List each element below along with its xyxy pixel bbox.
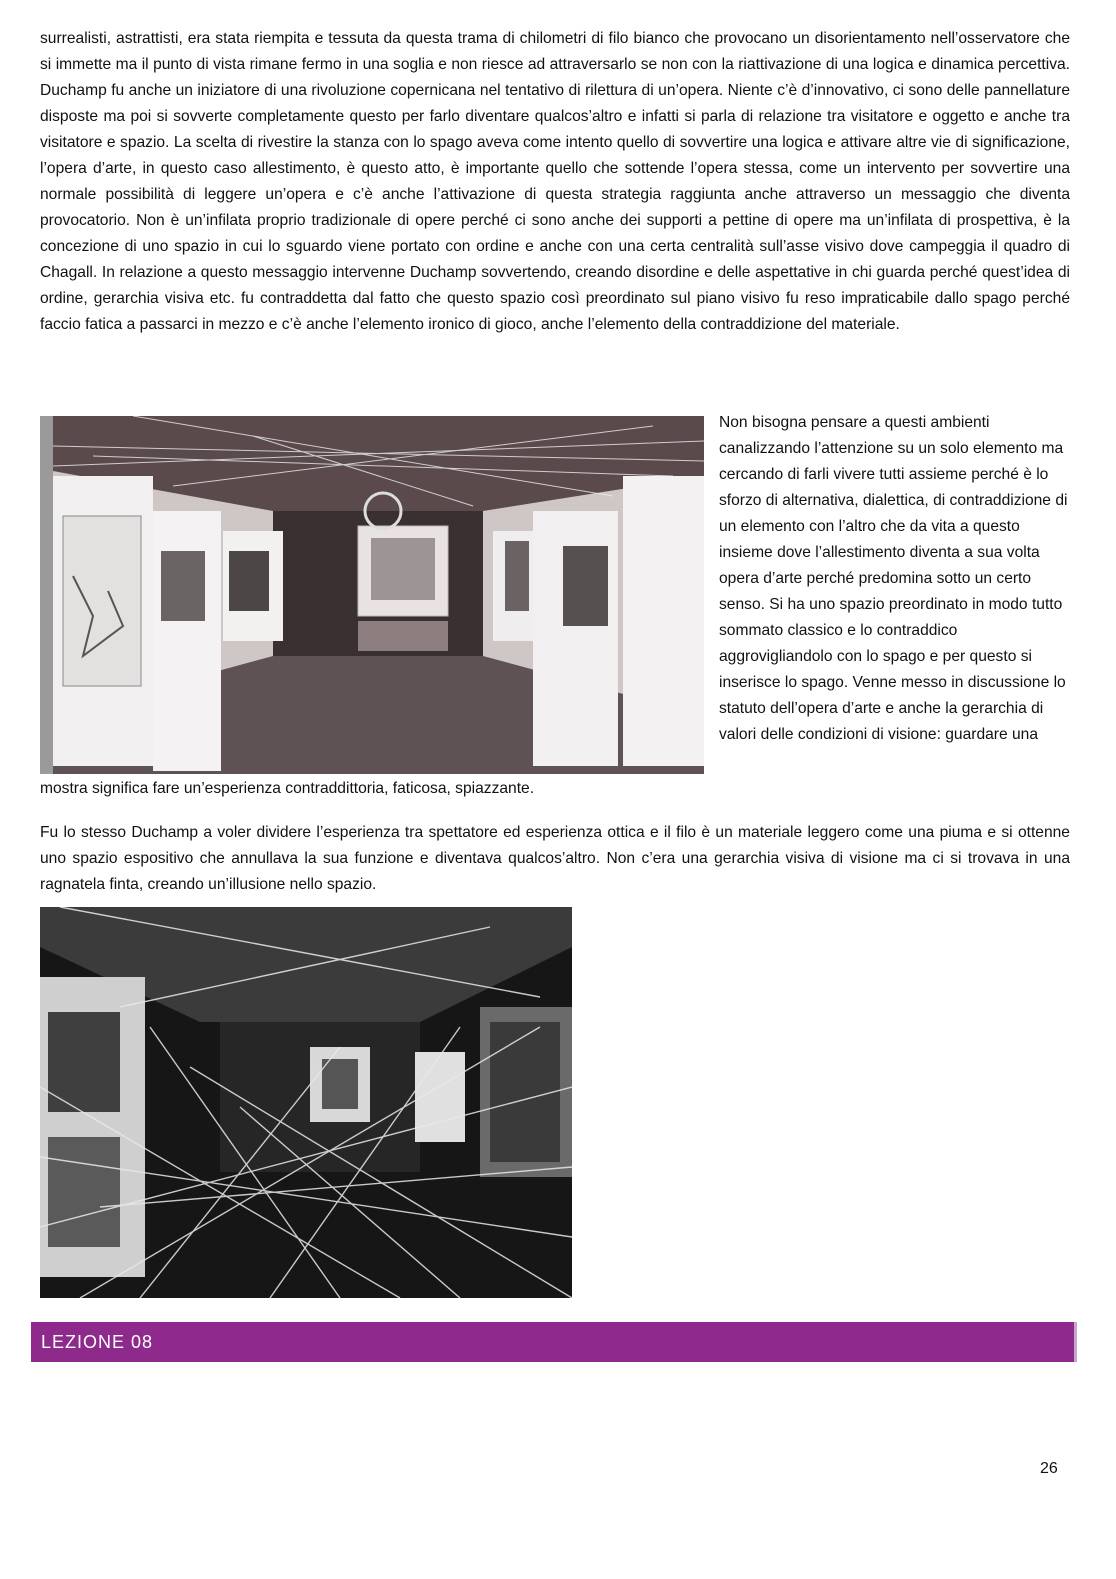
- body-paragraph-1: surrealisti, astrattisti, era stata riempita e tessuta da questa trama di chilometri di filo bianco che provocano un disorientamento nell’osservatore che si immette ma il punto di vista rimane fermo in una soglia e non riesce ad attraversarlo se non con la riattivazione di una logica e dinamica percettiva. Duchamp fu anche un iniziatore di una rivoluzione copernicana nel tentativo di rilettura di un’opera. Niente c’è d’innovativo, ci sono delle pannellature disposte ma poi si sovverte completamente questo per farlo diventare qualcos’altro e infatti si parla di relazione tra visitatore e oggetto e anche tra visitatore e spazio. La scelta di rivestire la stanza con lo spago aveva come intento quello di sovvertire una logica e attivare altre vie di significazione, l’opera d’arte, in questo caso allestimento, è questo atto, è importante quello che sottende l’opera stessa, come un intervento per sovvertire una normale possibilità di leggere un’opera e c’è anche l’attivazione di questa strategia raggiunta anche attraverso un messaggio che diventa provocatorio. Non è un’infilata proprio tradizionale di opere perché ci sono anche dei supporti a pettine di opere ma un’infilata di prospettiva, è la concezione di uno spazio in cui lo sguardo viene portato con ordine e anche con una certa centralità sull’asse visivo dove campeggia il quadro di Chagall. In relazione a questo messaggio intervenne Duchamp sovvertendo, creando disordine e delle aspettative in chi guarda perché quest’idea di ordine, gerarchia visiva etc. fu contraddetta dal fatto che questo spazio così preordinato sul piano visivo fu reso impraticabile dallo spago perché faccio fatica a passarci in mezzo e c’è anche l’elemento ironico di gioco, anche l’elemento della contraddizione del materiale.: [40, 30, 1070, 333]
- string-installation-photo: [40, 907, 572, 1298]
- body-paragraph-3: Fu lo stesso Duchamp a voler dividere l’esperienza tra spettatore ed esperienza ottica e il filo è un materiale leggero come una piuma e si ottenne uno spazio espositivo che annullava la sua funzione e diventava qualcos’altro. Non c’era una gerarchia visiva di visione ma ci si trovava in una ragnatela finta, creando un’illusione nello spazio.: [40, 824, 1070, 893]
- exhibition-hall-photo: [40, 416, 704, 774]
- lesson-heading: LEZIONE 08: [41, 1332, 154, 1352]
- exhibition-hall-illustration: [53, 416, 704, 774]
- body-paragraph-2-tail: mostra significa fare un’esperienza contraddittoria, faticosa, spiazzante.: [40, 780, 535, 797]
- page-number: 26: [1040, 1460, 1058, 1477]
- lesson-heading-bar: [31, 1322, 1077, 1362]
- body-paragraph-2-side: Non bisogna pensare a questi ambienti canalizzando l’attenzione su un solo elemento ma cercando di farli vivere tutti assieme perché è lo sforzo di alternativa, dialettica, di contraddizione di un elemento con l’altro che da vita a questo insieme dove l’allestimento diventa a sua volta opera d’arte perché predomina sotto un certo senso. Si ha uno spazio preordinato in modo tutto sommato classico e lo contraddico aggrovigliandolo con lo spago e per questo si inserisce lo spago. Venne messo in discussione lo statuto dell’opera d’arte e anche la gerarchia di valori delle condizioni di visione: guardare una: [719, 414, 1068, 743]
- string-installation-illustration: [40, 907, 572, 1298]
